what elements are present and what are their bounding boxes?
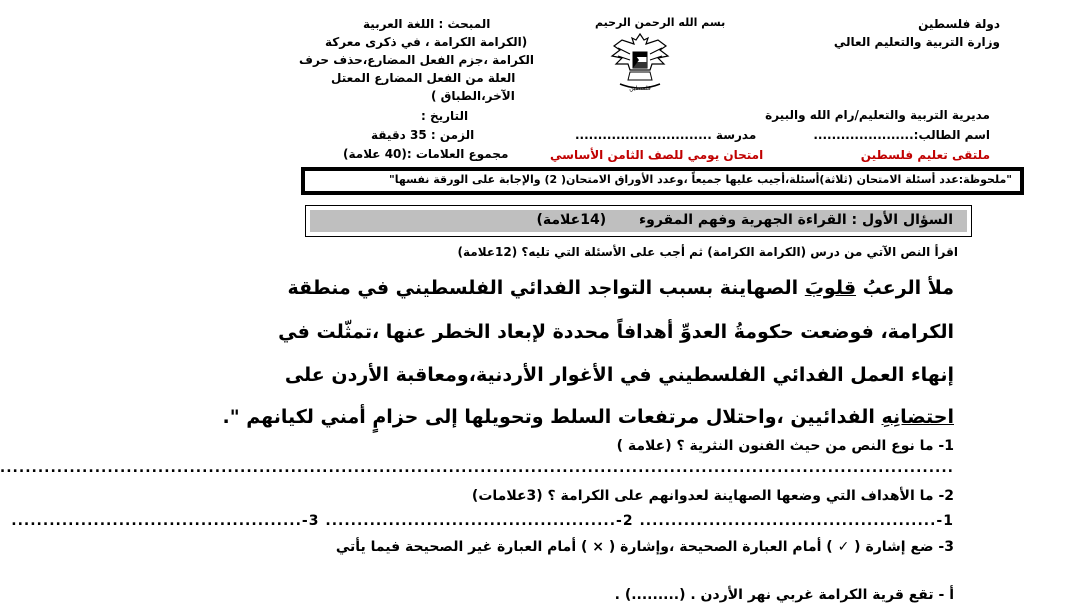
exam-note: "ملحوظة:عدد أسئلة الامتحان (ثلاثة)أسئلة،أجيب عليها جميعاً ،وعدد الأوراق الامتحان( 2) والإجابة على الورقة نفسها" <box>389 173 1012 186</box>
passage-l1-start: ملأ الرعبُ <box>856 277 954 299</box>
q1-answer-line[interactable]: ....................................................................................................................................................... <box>0 460 954 476</box>
student-name-field: اسم الطالب:...................... <box>813 128 990 142</box>
passage-l4-end: الفدائيين ،واحتلال مرتفعات السلط وتحويلها إلى حزامٍ أمني لكيانهم ". <box>222 406 882 428</box>
question1-title-box <box>305 205 972 237</box>
question1-title-text: السؤال الأول : القراءة الجهرية وفهم المقروء <box>638 212 953 228</box>
q2-text: 2- ما الأهداف التي وضعها الصهاينة لعدوانهم على الكرامة ؟ (3علامات) <box>471 488 954 504</box>
passage-line-2: الكرامة، فوضعت حكومةُ العدوِّ أهدافاً محددة لإبعاد الخطر عنها ،تمثّلت في <box>278 321 954 343</box>
lesson-line-2: الكرامة ،جزم الفعل المضارع،حذف حرف <box>299 53 535 67</box>
basmala: بسم الله الرحمن الرحيم <box>595 16 726 29</box>
header-country: دولة فلسطين <box>918 17 1000 31</box>
palestine-eagle-emblem-icon <box>608 30 672 96</box>
lesson-line-1: (الكرامة الكرامة ، في ذكرى معركة <box>325 35 528 49</box>
exam-note-box <box>301 167 1024 195</box>
svg-text:فلسطين: فلسطين <box>629 85 651 92</box>
passage-line-1 <box>288 275 955 301</box>
question1-instruction: اقرأ النص الآتي من درس (الكرامة الكرامة) ثم أجب على الأسئلة التي تليه؟ (12علامة) <box>457 245 958 259</box>
passage-l1-end: الصهاينة بسبب التواجد الفدائي الفلسطيني في منطقة <box>287 277 805 299</box>
q3-item-a: أ - تقع قرية الكرامة غربي نهر الأردن . (.........) . <box>614 587 954 603</box>
passage-line-4 <box>223 404 954 430</box>
total-marks: مجموع العلامات :(40 علامة) <box>343 147 509 161</box>
time-field: الزمن : 35 دقيقة <box>371 128 475 142</box>
school-field: مدرسة .............................. <box>575 128 757 142</box>
header-ministry: وزارة التربية والتعليم العالي <box>833 35 1000 49</box>
passage-l1-underlined: قلوبَ <box>804 277 857 299</box>
lesson-line-3: العلة من الفعل المضارع المعتل <box>331 71 516 85</box>
q2-answer-lines[interactable]: 1-............................................... 2-.............................................. 3-.............................................. <box>11 513 954 529</box>
q1-text: 1- ما نوع النص من حيث الفنون النثرية ؟ (علامة ) <box>616 438 954 454</box>
question1-marks: (14علامة) <box>536 212 607 228</box>
passage-line-3: إنهاء العمل الفدائي الفلسطيني في الأغوار الأردنية،ومعاقبة الأردن على <box>284 364 954 386</box>
question1-title <box>536 211 953 229</box>
passage-l4-underlined: احتضانِهِ <box>881 406 954 428</box>
q3-text: 3- ضع إشارة ( ✓ ) أمام العبارة الصحيحة ،وإشارة ( × ) أمام العبارة غير الصحيحة فيما يأتي <box>335 539 954 555</box>
subject-line: المبحث : اللغة العربية <box>363 17 491 31</box>
header-forum: ملتقى تعليم فلسطين <box>860 148 990 162</box>
header-directorate: مديرية التربية والتعليم/رام الله والبيرة <box>765 108 990 122</box>
exam-title: امتحان يومي للصف الثامن الأساسي <box>550 148 764 162</box>
date-field: التاريخ : <box>421 109 469 123</box>
lesson-line-4: الآخر،الطباق ) <box>431 89 515 103</box>
